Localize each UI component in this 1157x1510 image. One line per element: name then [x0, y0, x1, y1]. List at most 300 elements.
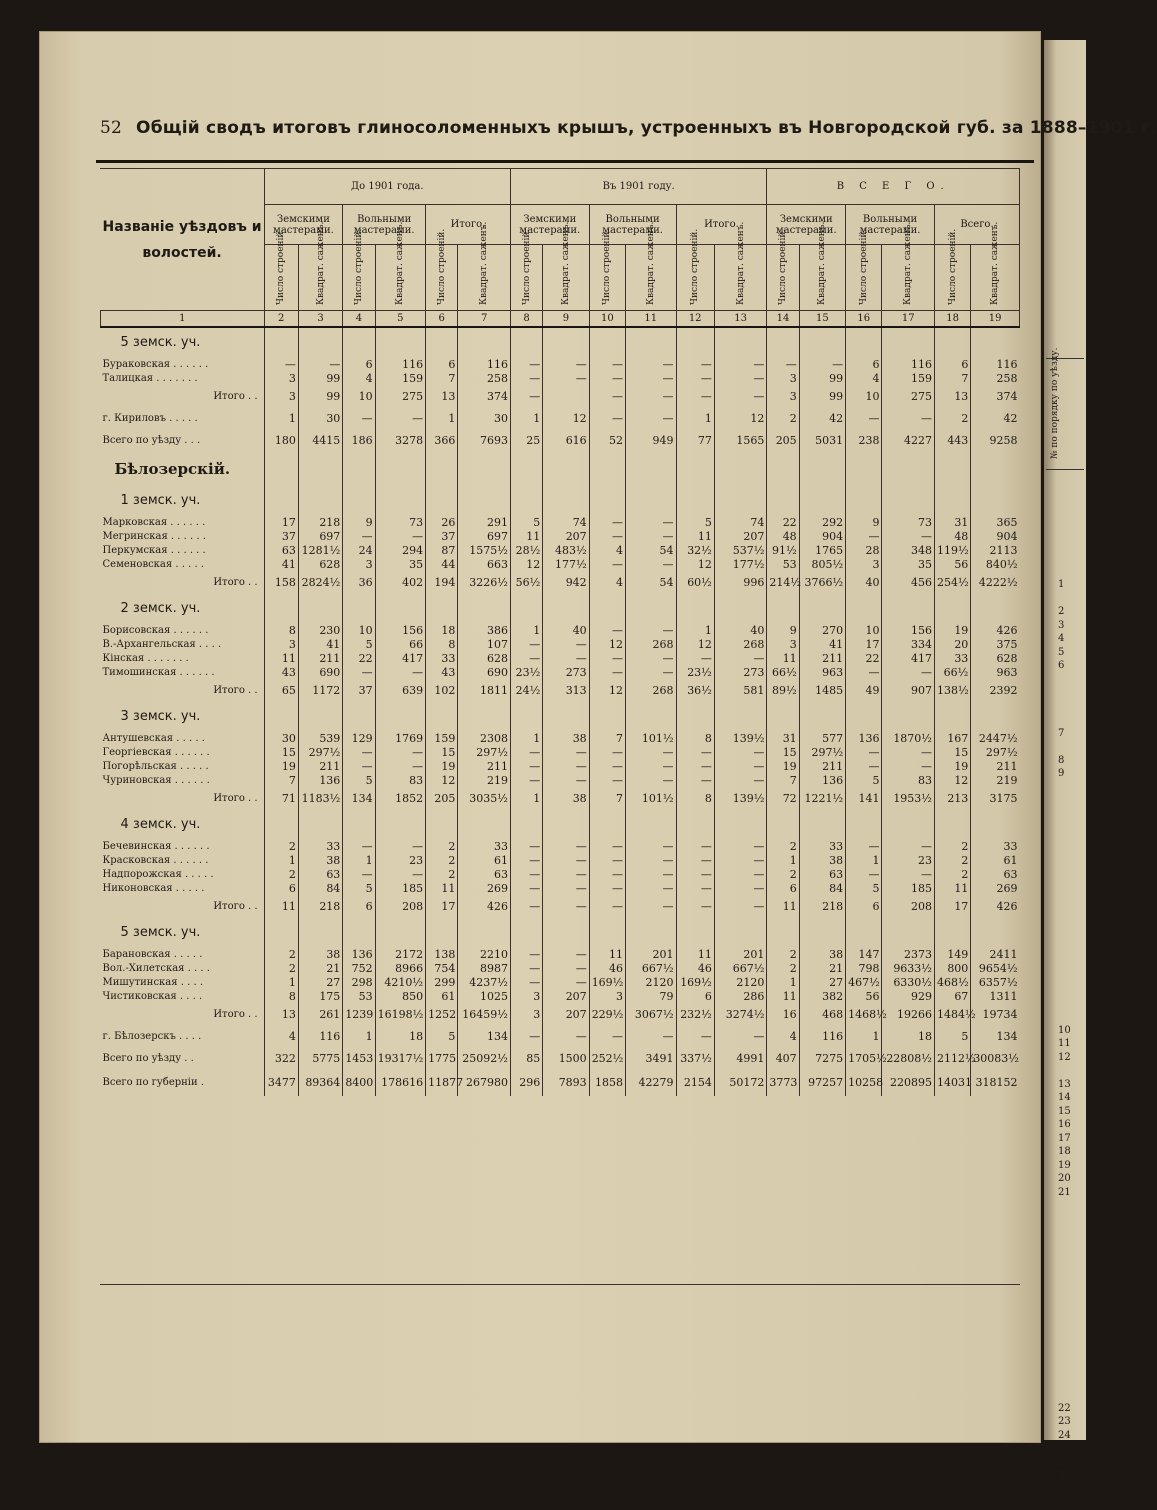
adjacent-row-number — [1058, 1294, 1084, 1308]
adjacent-row-number: 13 — [1058, 1078, 1071, 1090]
table-cell — [458, 486, 511, 516]
table-cell: 186 — [343, 430, 375, 452]
table-cell: 754 — [426, 962, 458, 976]
table-cell: 52 — [589, 430, 625, 452]
area-unit-header — [799, 221, 845, 311]
table-cell: 6 — [426, 358, 458, 372]
table-cell: 907 — [882, 680, 935, 702]
table-cell: 4227 — [882, 430, 935, 452]
adjacent-row-number — [1058, 1280, 1084, 1294]
table-cell: — — [543, 746, 589, 760]
table-cell: 252½ — [589, 1048, 625, 1070]
table-cell — [971, 918, 1020, 948]
adjacent-row-number — [1058, 997, 1084, 1011]
table-cell — [934, 452, 970, 486]
count-unit-header — [343, 228, 375, 311]
row-label: Чистиковская . . . . — [102, 991, 203, 1002]
table-cell: 30 — [298, 408, 342, 430]
table-cell: 19 — [767, 760, 799, 774]
table-cell: 99 — [799, 386, 845, 408]
table-cell: 2373 — [882, 948, 935, 962]
table-cell: 26 — [426, 516, 458, 530]
table-cell: 31 — [767, 732, 799, 746]
table-cell: 180 — [264, 430, 298, 452]
table-cell: 37 — [264, 530, 298, 544]
count-unit-header — [676, 228, 714, 311]
table-cell: 9633½ — [882, 962, 935, 976]
table-cell: — — [882, 868, 935, 882]
table-cell — [343, 702, 375, 732]
table-cell — [626, 452, 676, 486]
table-cell: 12 — [510, 558, 542, 572]
table-cell — [375, 452, 425, 486]
table-cell: 207 — [543, 990, 589, 1004]
table-cell: 3 — [264, 638, 298, 652]
table-cell: — — [714, 868, 767, 882]
table-row — [101, 990, 1020, 1004]
table-cell: 2411 — [971, 948, 1020, 962]
table-cell — [676, 327, 714, 358]
table-cell — [426, 702, 458, 732]
adjacent-row-number — [1058, 889, 1084, 903]
table-cell — [767, 486, 799, 516]
table-cell: 18 — [426, 624, 458, 638]
table-cell — [298, 702, 342, 732]
table-cell: — — [589, 516, 625, 530]
table-cell — [298, 486, 342, 516]
table-cell — [589, 486, 625, 516]
table-cell: 261 — [298, 1004, 342, 1026]
table-cell: — — [543, 948, 589, 962]
table-cell: 805½ — [799, 558, 845, 572]
table-cell: 12 — [934, 774, 970, 788]
table-cell: 23½ — [676, 666, 714, 680]
table-cell — [934, 486, 970, 516]
table-cell: 218 — [799, 896, 845, 918]
row-label: Вол.-Хилетская . . . . — [102, 963, 210, 974]
table-cell: 850 — [375, 990, 425, 1004]
table-cell: — — [375, 408, 425, 430]
table-cell: 7693 — [458, 430, 511, 452]
table-cell — [426, 486, 458, 516]
table-cell: 275 — [882, 386, 935, 408]
unit-label: Число строеній. — [947, 228, 958, 305]
table-cell: 201 — [626, 948, 676, 962]
table-cell: 1468½ — [846, 1004, 882, 1026]
table-cell — [971, 327, 1020, 358]
table-cell: — — [626, 882, 676, 896]
table-cell: 697 — [458, 530, 511, 544]
table-cell: 2 — [767, 408, 799, 430]
table-cell: 9 — [846, 516, 882, 530]
table-cell: 1183½ — [298, 788, 342, 810]
table-cell: — — [343, 530, 375, 544]
column-number-10: 10 — [589, 311, 625, 328]
subgroup-header-5: Вольными мастерами. — [589, 205, 676, 245]
table-row — [101, 358, 1020, 372]
table-cell: — — [714, 882, 767, 896]
table-cell: 12 — [714, 408, 767, 430]
table-cell: 139½ — [714, 732, 767, 746]
row-label: Барановская . . . . . — [102, 949, 203, 960]
table-cell — [426, 810, 458, 840]
row-label: Мишутинская . . . . — [102, 977, 203, 988]
table-cell — [799, 702, 845, 732]
section-row — [101, 810, 1020, 840]
table-cell: 214½ — [767, 572, 799, 594]
column-number-5: 5 — [375, 311, 425, 328]
table-cell: 5031 — [799, 430, 845, 452]
table-cell — [846, 702, 882, 732]
adjacent-row-number: 17 — [1058, 1132, 1071, 1144]
table-cell: — — [510, 962, 542, 976]
table-cell: 1172 — [298, 680, 342, 702]
table-cell: 1 — [510, 624, 542, 638]
table-cell: 15 — [767, 746, 799, 760]
table-cell: 17 — [264, 516, 298, 530]
table-cell: 53 — [767, 558, 799, 572]
table-cell: — — [375, 530, 425, 544]
row-label: В.-Архангельская . . . . — [102, 639, 222, 650]
row-label: Всего по губерніи . — [102, 1077, 205, 1088]
unit-label: Число строеній. — [858, 228, 869, 305]
table-cell: 3226½ — [458, 572, 511, 594]
table-cell: 3773 — [767, 1070, 799, 1096]
table-cell: 71 — [264, 788, 298, 810]
count-unit-header — [767, 228, 799, 311]
table-cell: — — [846, 530, 882, 544]
table-cell: 3 — [510, 990, 542, 1004]
table-row — [101, 652, 1020, 666]
table-cell: 219 — [458, 774, 511, 788]
table-cell: 101½ — [626, 732, 676, 746]
adjacent-row-number: 8 — [1058, 754, 1065, 766]
table-cell: 1 — [510, 788, 542, 810]
row-label: Мегринская . . . . . . — [102, 531, 206, 542]
adjacent-row-number — [1058, 983, 1084, 997]
table-cell: 1500 — [543, 1048, 589, 1070]
table-cell: — — [589, 882, 625, 896]
adjacent-row-number: 3 — [1058, 619, 1065, 631]
table-cell: 22 — [846, 652, 882, 666]
table-cell: 3491 — [626, 1048, 676, 1070]
table-cell: 628 — [458, 652, 511, 666]
table-cell: — — [626, 558, 676, 572]
table-cell: 33 — [934, 652, 970, 666]
table-cell — [375, 702, 425, 732]
table-cell: 1 — [767, 976, 799, 990]
table-cell: — — [846, 840, 882, 854]
table-cell: — — [510, 652, 542, 666]
unit-label: Квадрат. саженъ. — [817, 221, 828, 305]
table-cell: 7 — [589, 732, 625, 746]
column-number-16: 16 — [846, 311, 882, 328]
table-cell: — — [626, 666, 676, 680]
table-cell: 5 — [934, 1026, 970, 1048]
table-cell: 107 — [458, 638, 511, 652]
table-cell: — — [589, 386, 625, 408]
table-cell: 159 — [882, 372, 935, 386]
table-cell — [543, 452, 589, 486]
table-cell: 97257 — [799, 1070, 845, 1096]
table-cell — [510, 702, 542, 732]
table-cell: 2 — [767, 962, 799, 976]
table-cell — [458, 918, 511, 948]
table-cell: 5 — [676, 516, 714, 530]
table-cell: 136 — [343, 948, 375, 962]
table-cell: — — [543, 760, 589, 774]
table-cell: — — [714, 760, 767, 774]
table-cell: — — [543, 962, 589, 976]
section-row — [101, 702, 1020, 732]
table-cell — [882, 594, 935, 624]
row-label: Кінская . . . . . . . — [102, 653, 189, 664]
table-cell: 407 — [767, 1048, 799, 1070]
section-row — [101, 918, 1020, 948]
table-cell: 40 — [543, 624, 589, 638]
table-cell: — — [676, 652, 714, 666]
table-cell: — — [626, 760, 676, 774]
table-cell: 2 — [264, 948, 298, 962]
table-cell: — — [626, 530, 676, 544]
table-cell — [343, 918, 375, 948]
table-cell: 1239 — [343, 1004, 375, 1026]
table-cell: 334 — [882, 638, 935, 652]
table-cell: 211 — [458, 760, 511, 774]
table-cell: 268 — [714, 638, 767, 652]
table-cell: 232½ — [676, 1004, 714, 1026]
table-cell: 6 — [676, 990, 714, 1004]
row-label: Георгіевская . . . . . . — [102, 747, 210, 758]
table-cell — [676, 918, 714, 948]
subgroup-header-3: Итого. — [426, 205, 511, 245]
table-cell — [767, 452, 799, 486]
table-row — [101, 516, 1020, 530]
table-cell: — — [589, 1026, 625, 1048]
table-cell: 3 — [510, 1004, 542, 1026]
table-cell: 258 — [458, 372, 511, 386]
table-cell — [343, 486, 375, 516]
table-cell: 382 — [799, 990, 845, 1004]
table-cell — [510, 594, 542, 624]
total-row — [101, 788, 1020, 810]
table-cell — [882, 452, 935, 486]
table-cell: 134 — [971, 1026, 1020, 1048]
table-cell — [714, 918, 767, 948]
table-cell: 41 — [298, 638, 342, 652]
table-cell: 41 — [264, 558, 298, 572]
table-cell — [846, 486, 882, 516]
table-cell: — — [589, 746, 625, 760]
table-cell: 3 — [767, 372, 799, 386]
table-cell: 2 — [767, 868, 799, 882]
adjacent-row-number — [1058, 740, 1084, 754]
table-cell — [971, 594, 1020, 624]
table-cell — [767, 702, 799, 732]
table-cell: 366 — [426, 430, 458, 452]
table-cell: — — [589, 624, 625, 638]
table-cell: — — [714, 896, 767, 918]
table-cell: 2 — [934, 840, 970, 854]
total-row — [101, 430, 1020, 452]
table-cell: 1311 — [971, 990, 1020, 1004]
unit-label: Число строеній. — [436, 228, 447, 305]
table-cell: 156 — [375, 624, 425, 638]
row-label: Всего по уѣзду . . — [102, 1053, 194, 1064]
table-cell: 19317½ — [375, 1048, 425, 1070]
table-cell: 229½ — [589, 1004, 625, 1026]
table-cell: 207 — [543, 530, 589, 544]
table-cell: 2 — [934, 408, 970, 430]
table-cell — [799, 918, 845, 948]
table-cell: 1870½ — [882, 732, 935, 746]
table-cell: 639 — [375, 680, 425, 702]
count-unit-header — [934, 228, 970, 311]
adjacent-row-number: 24 — [1058, 1429, 1071, 1441]
table-cell: 4222½ — [971, 572, 1020, 594]
table-cell: 33 — [426, 652, 458, 666]
adjacent-row-number — [1058, 929, 1084, 943]
table-cell — [589, 452, 625, 486]
table-cell: 443 — [934, 430, 970, 452]
section-row — [101, 594, 1020, 624]
count-unit-header — [510, 228, 542, 311]
table-cell: — — [626, 408, 676, 430]
adjacent-row-number: 20 — [1058, 1173, 1071, 1184]
table-cell: 134 — [458, 1026, 511, 1048]
row-label: Никоновская . . . . . — [102, 883, 205, 894]
table-cell: 21 — [298, 962, 342, 976]
table-cell: — — [626, 358, 676, 372]
table-cell — [714, 486, 767, 516]
table-cell: 15 — [264, 746, 298, 760]
table-cell: 213 — [934, 788, 970, 810]
table-cell: — — [626, 652, 676, 666]
table-cell: — — [343, 760, 375, 774]
table-cell: — — [626, 516, 676, 530]
table-cell — [882, 327, 935, 358]
district-row — [101, 452, 1020, 486]
table-cell: — — [626, 774, 676, 788]
table-cell: 11 — [676, 948, 714, 962]
table-cell: 337½ — [676, 1048, 714, 1070]
table-cell — [589, 702, 625, 732]
table-cell — [458, 594, 511, 624]
table-cell: 44 — [426, 558, 458, 572]
table-cell: 40 — [714, 624, 767, 638]
table-cell: 3274½ — [714, 1004, 767, 1026]
table-cell: 6 — [767, 882, 799, 896]
adjacent-row-number — [1058, 848, 1084, 862]
table-cell: 5 — [426, 1026, 458, 1048]
adjacent-row-number — [1058, 1388, 1084, 1402]
table-cell — [714, 452, 767, 486]
table-cell: 101½ — [626, 788, 676, 810]
adjacent-row-number: 27 — [1058, 1470, 1071, 1481]
table-cell: 1281½ — [298, 544, 342, 558]
table-cell: 19 — [264, 760, 298, 774]
table-cell: — — [543, 652, 589, 666]
table-cell: — — [510, 854, 542, 868]
table-cell: — — [714, 746, 767, 760]
row-label: Бечевинская . . . . . . — [102, 841, 210, 852]
table-row — [101, 638, 1020, 652]
table-cell: 102 — [426, 680, 458, 702]
total-header: В С Е Г О. — [767, 169, 1020, 205]
total-row — [101, 386, 1020, 408]
table-row — [101, 962, 1020, 976]
table-cell — [767, 594, 799, 624]
adjacent-row-number — [1058, 1199, 1084, 1213]
table-cell: 169½ — [589, 976, 625, 990]
row-label: Антушевская . . . . . — [102, 733, 205, 744]
table-cell: 1 — [676, 624, 714, 638]
table-cell: 27 — [799, 976, 845, 990]
row-label: Итого . . — [213, 1009, 258, 1020]
table-cell — [882, 918, 935, 948]
table-cell: — — [714, 372, 767, 386]
table-cell: 5 — [343, 882, 375, 896]
column-number-3: 3 — [298, 311, 342, 328]
table-cell: 2 — [426, 840, 458, 854]
table-cell: 663 — [458, 558, 511, 572]
table-cell: 942 — [543, 572, 589, 594]
column-number-1: 1 — [101, 311, 265, 328]
table-cell: 348 — [882, 544, 935, 558]
table-cell: 185 — [375, 882, 425, 896]
table-cell: 65 — [264, 680, 298, 702]
table-cell — [934, 327, 970, 358]
table-cell: 840½ — [971, 558, 1020, 572]
table-cell: 6 — [846, 358, 882, 372]
table-cell: 9654½ — [971, 962, 1020, 976]
table-cell: 116 — [298, 1026, 342, 1048]
table-cell: — — [543, 774, 589, 788]
table-cell — [589, 810, 625, 840]
table-cell: 49 — [846, 680, 882, 702]
table-cell — [676, 594, 714, 624]
table-cell: 53 — [343, 990, 375, 1004]
table-cell: — — [846, 746, 882, 760]
table-cell: 6357½ — [971, 976, 1020, 990]
adjacent-row-number — [1058, 1253, 1084, 1267]
table-cell: — — [626, 624, 676, 638]
row-label: 4 земск. уч. — [120, 817, 201, 832]
table-cell: — — [589, 774, 625, 788]
table-cell — [971, 810, 1020, 840]
table-cell: 11 — [934, 882, 970, 896]
adjacent-row-number — [1058, 592, 1084, 606]
table-cell: — — [510, 868, 542, 882]
table-cell: 5 — [343, 774, 375, 788]
table-cell: 1 — [264, 854, 298, 868]
table-cell: 205 — [767, 430, 799, 452]
table-cell: — — [882, 666, 935, 680]
table-cell: 4 — [589, 572, 625, 594]
table-cell — [714, 327, 767, 358]
table-cell: 6 — [846, 896, 882, 918]
adjacent-row-number: 6 — [1058, 660, 1065, 671]
table-cell: 11 — [767, 990, 799, 1004]
table-cell: 211 — [298, 652, 342, 666]
table-cell — [846, 810, 882, 840]
table-row — [101, 948, 1020, 962]
table-cell: 60½ — [676, 572, 714, 594]
table-cell — [343, 327, 375, 358]
table-row — [101, 746, 1020, 760]
table-cell: 42 — [799, 408, 845, 430]
table-cell: 134 — [343, 788, 375, 810]
